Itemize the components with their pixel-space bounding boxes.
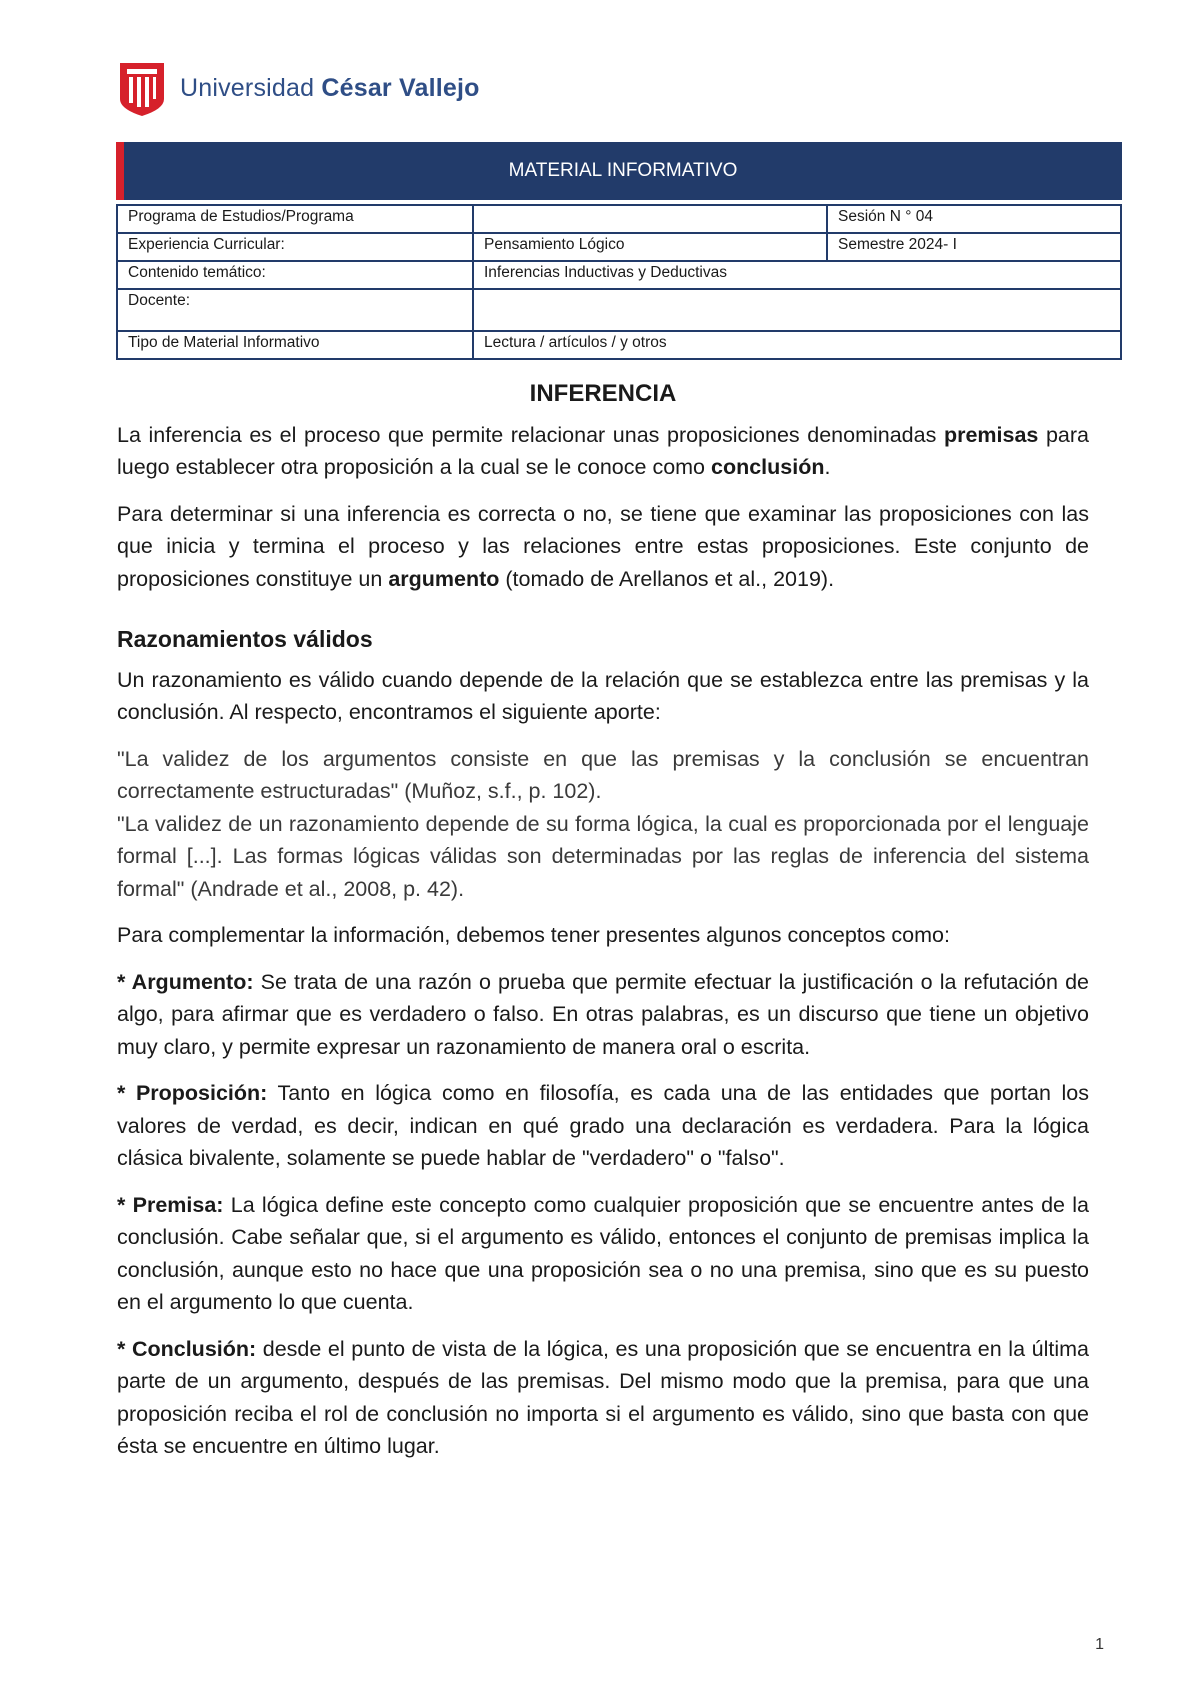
experiencia-value: Pensamiento Lógico [474, 234, 828, 260]
tipo-label: Tipo de Material Informativo [118, 332, 474, 358]
section-heading: Razonamientos válidos [117, 626, 373, 652]
table-row [116, 290, 1122, 332]
definition-premisa: * Premisa: La lógica define este concepto como cualquier proposición que se encuentre antes de la conclusión. Cabe señalar que, si el argumento es válido, entonces el conjunto de premisas implica la conclusión, aunque esto no hace que una proposición sea o no una premisa, sino que es su puesto en el argumento lo que cuenta. [117, 1192, 1089, 1314]
definition-conclusion: * Conclusión: desde el punto de vista de la lógica, es una proposición que se encuentra en la última parte de un argumento, después de las premisas. Del mismo modo que la premisa, para que una proposición reciba el rol de conclusión no importa si el argumento es válido, sino que basta con que ésta se encuentre en último lugar. [117, 1336, 1089, 1458]
contenido-value: Inferencias Inductivas y Deductivas [484, 264, 727, 281]
document-title: INFERENCIA [529, 380, 677, 407]
info-table-header: MATERIAL INFORMATIVO [116, 142, 1122, 200]
definition-argumento: * Argumento: Se trata de una razón o prueba que permite efectuar la justificación o la refutación de algo, para afirmar que es verdadero o falso. En otras palabras, es un discurso que tiene un objetivo muy claro, y permite expresar un razonamiento de manera oral o escrita. [117, 969, 1089, 1059]
docente-label: Docente: [118, 290, 474, 330]
page-number: 1 [1095, 1636, 1104, 1653]
paragraph-inferencia: La inferencia es el proceso que permite relacionar unas proposiciones denominadas premisas para luego establecer otra proposición a la cual se le conoce como conclusión. [117, 422, 1089, 479]
docente-value [474, 290, 1120, 330]
programa-value [474, 206, 828, 232]
ucv-shield-icon [118, 59, 166, 117]
course-info-table [116, 142, 1122, 360]
paragraph-razonamiento: Un razonamiento es válido cuando depende de la relación que se establezca entre las premisas y la conclusión. Al respecto, encontramos el siguiente aporte: [117, 667, 1089, 724]
university-name: Universidad César Vallejo [180, 73, 480, 102]
tipo-value: Lectura / artículos / y otros [484, 334, 667, 351]
semester: Semestre 2024- I [838, 236, 957, 253]
quote-andrade: "La validez de un razonamiento depende de su forma lógica, la cual es proporcionada por el lenguaje formal [...]. Las formas lógicas válidas son determinadas por las reglas de inferencia del sistema formal" (Andrade et al., 2008, p. 42). [117, 811, 1089, 901]
quote-munoz: "La validez de los argumentos consiste en que las premisas y la conclusión se encuentran correctamente estructuradas" (Muñoz, s.f., p. 102). [117, 746, 1089, 803]
table-row [116, 332, 1122, 360]
paragraph-argumento: Para determinar si una inferencia es correcta o no, se tiene que examinar las proposiciones con las que inicia y termina el proceso y las relaciones entre estas proposiciones. Este conjunto de proposiciones constituye un argumento (tomado de Arellanos et al., 2019). [117, 501, 1089, 591]
university-logo [118, 58, 480, 118]
table-row [116, 204, 1122, 234]
programa-label: Programa de Estudios/Programa [118, 206, 474, 232]
paragraph-complementar: Para complementar la información, debemos tener presentes algunos conceptos como: [117, 923, 950, 947]
contenido-label: Contenido temático: [118, 262, 474, 288]
table-row [116, 234, 1122, 262]
table-row [116, 262, 1122, 290]
document-body [117, 378, 1089, 1477]
experiencia-label: Experiencia Curricular: [118, 234, 474, 260]
quotes-block [117, 743, 1089, 906]
session-number: Sesión N ° 04 [838, 208, 933, 225]
definition-proposicion: * Proposición: Tanto en lógica como en filosofía, es cada una de las entidades que portan los valores de verdad, es decir, indican en qué grado una declaración es verdadera. Para la lógica clásica bivalente, solamente se puede hablar de "verdadero" o "falso". [117, 1081, 1089, 1170]
